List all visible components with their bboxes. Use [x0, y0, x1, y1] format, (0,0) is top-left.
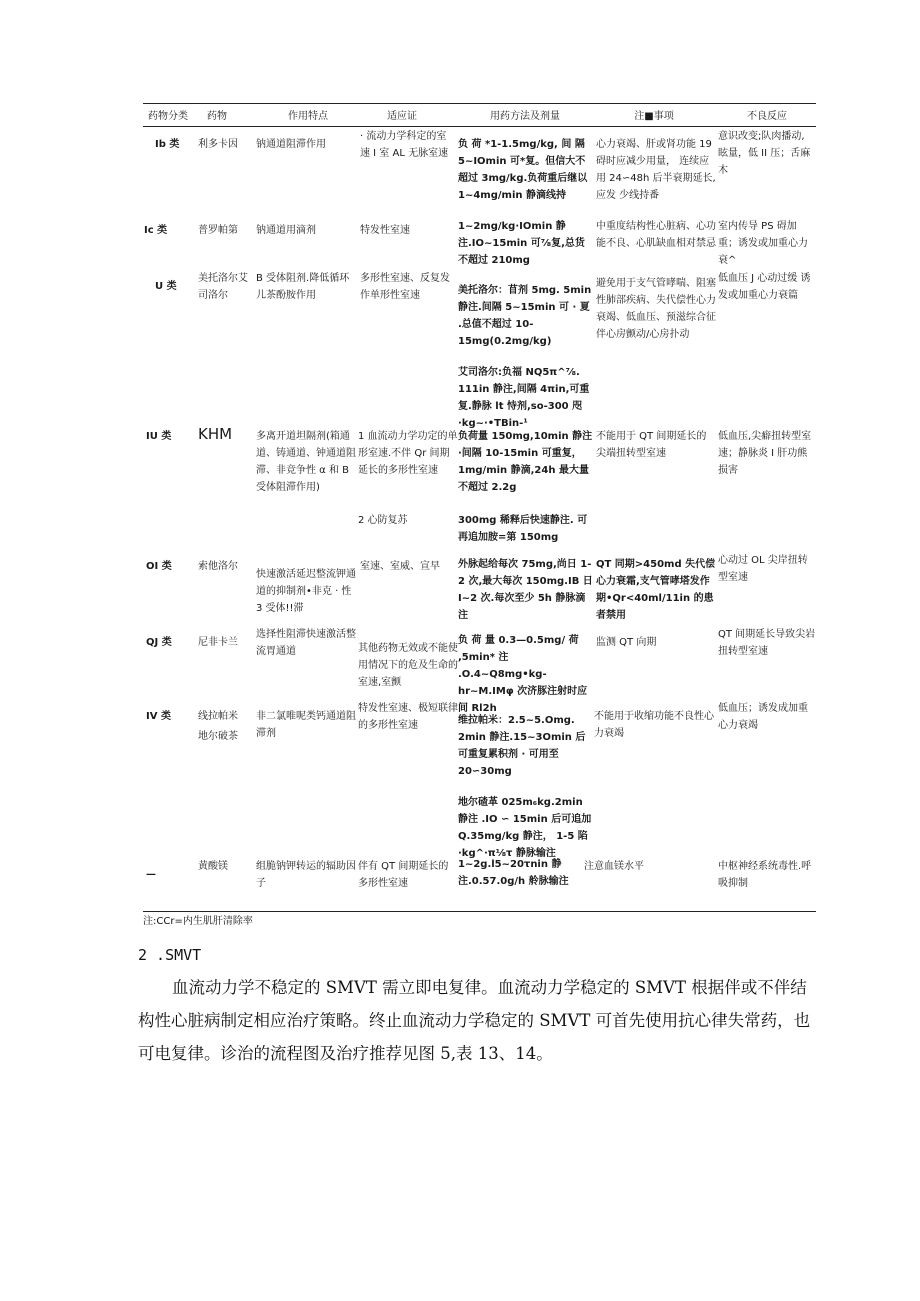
cell-feature: 快速激活延迟整流钾通道的抑制剂•非克 · 性 3 受体!!滞 — [256, 569, 356, 614]
cell-adverse: 室内传导 PS 碍加重；诱发或加重心力衰^ — [718, 221, 808, 266]
header-drug: 药物 — [207, 111, 227, 122]
cell-adverse: 低血压,尖癖扭转型室速；静脉炎 I 肝功熊损害 — [718, 431, 812, 476]
cell-feature: B 受体阻剂.降低循环儿茶酚胺作用 — [256, 273, 350, 301]
cell-adverse: 低血压；诱发成加重心力衰竭 — [718, 703, 808, 731]
table-top-rule — [143, 103, 816, 104]
cell-adverse: 意识改变;队肉播动,眩量，低 II 压；舌麻木 — [718, 131, 811, 176]
cell-adverse: QT 间期延长导致尖岩扭转型室速 — [718, 629, 816, 657]
cell-dose: 1~2g.l5~20τnin 静注.0.57.0g/h 舲脉输注 — [458, 859, 569, 887]
cell-indication: 特发性室速、极短联律的多形性室速 — [358, 703, 458, 731]
cell-drug: 黄酸镁 — [198, 861, 228, 872]
cell-drug: 线拉帕米 — [198, 711, 238, 722]
cell-drug: 索他洛尔 — [198, 561, 238, 572]
cell-note: 避免用于支气管哮喘、阻塞性肺部疾病、失代偿性心力衰竭、低血压、预滋综合征伴心房颤动/心房扑动 — [596, 278, 716, 340]
cell-note: 注意血镁水平 — [584, 861, 644, 872]
cell-drug: KHM — [198, 425, 233, 443]
cell-indication: 室速、室威、宣早 — [360, 561, 440, 572]
table-footnote: 注:CCr=内生肌肝清除率 — [143, 916, 253, 927]
cell-drug: 尼非卡兰 — [198, 637, 238, 648]
cell-indication: 特发性室速 — [360, 225, 410, 236]
cell-indication-cpr: 2 心防复苏 — [358, 515, 408, 526]
section-heading: 2 .SMVT — [138, 946, 202, 964]
cell-class: U 类 — [155, 281, 177, 292]
cell-dose-cpr: 300mg 稀释后快速静注. 可再追加胺=第 150mg — [458, 515, 588, 543]
cell-indication: 多形性室速、反复发作单形性室速 — [360, 273, 450, 301]
paragraph-text: 血流动力学不稳定的 SMVT 需立即电复律。血流动力学稳定的 SMVT 根据伴或不伴结构性心脏病制定相应治疗策略。终止血流动力学稳定的 SMVT 可首先使用抗心律失常药，也可电复律。诊治的流程图及治疗推荐见图 5,表 13、14。 — [138, 978, 811, 1063]
cell-adverse: 中枢神经系统毒性.呼吸抑制 — [718, 861, 812, 889]
cell-class: — — [146, 869, 156, 880]
cell-class: IU 类 — [146, 431, 172, 442]
cell-note: 不能用于 QT 间期延长的尖端扭转型室速 — [596, 431, 707, 459]
cell-note: 监测 QT 向期 — [596, 637, 657, 648]
table-bottom-rule — [143, 911, 816, 912]
header-adverse: 不良反应 — [747, 111, 787, 122]
cell-dose: 美托洛尔：苜剂 5mg. 5min 静注.间隔 5~15min 可 · 夏 .总值不超过 10-15mg(0.2mg/kg) — [458, 285, 592, 347]
cell-drug: 利多卡因 — [198, 139, 238, 150]
header-note: 注■事项 — [634, 111, 674, 122]
cell-class: Ib 类 — [155, 139, 180, 150]
table-header-rule — [143, 126, 816, 127]
cell-class: QJ 类 — [146, 637, 172, 648]
cell-dose: 维拉帕米：2.5~5.Omg. 2min 静注.15~3Omin 后可重复累积剂 · 可用至 20∽30mg — [458, 715, 586, 777]
cell-class: Ic 类 — [144, 225, 168, 236]
cell-dose: 负 荷 量 0.3—0.5mg/ 荷 ,5min* 注 .O.4~Q8mg•kg-hr~M.IMφ 次济豚注射时应间 Rl2h — [458, 635, 588, 714]
cell-class: IV 类 — [146, 711, 171, 722]
cell-note: 心力衰竭、肝或肾功能 19 碍时应减少用量， 连续应用 24∽48h 后半衰期延长,应发 少线持番 — [596, 139, 716, 201]
cell-drug-diltiazem: 地尔破茶 — [198, 731, 238, 742]
cell-indication: 1 血流动力学功定的单形室速.不伴 Qr 间期延长的多形性室速 — [358, 431, 458, 476]
header-class: 药物分类 — [148, 111, 188, 122]
cell-drug: 美托洛尔艾司洛尔 — [198, 273, 248, 301]
cell-note: QT 同期>450md 失代偿心力衰霜,支气管哮塔发作期•Qr<40ml/11in 的患者禁用 — [596, 559, 716, 621]
cell-indication: 伴有 QT 间期延长的多形性室速 — [358, 861, 449, 889]
cell-adverse: 低血压 J 心动过缓 诱发或加重心力衰篇 — [718, 273, 811, 301]
cell-indication: 其他药物无效或不能使用情况下的危及生命的室速,室颤 — [358, 643, 458, 688]
header-indication: 适应证 — [387, 111, 417, 122]
cell-feature: 多离开道坦隔剂(箱通道、铸通道、钟通道阻滞、非竞争性 α 和 B 受体阻滞作用) — [256, 431, 356, 493]
header-dose: 用药方法及剂量 — [490, 111, 560, 122]
cell-drug: 普罗帕第 — [198, 225, 238, 236]
cell-feature: 非二氯唯呢类钙通道阻滞剂 — [256, 711, 356, 739]
cell-dose: 1~2mg/kg·IOmin 静注.IO~15min 可⅞复,总货不超过 210mg — [458, 221, 585, 266]
cell-note: 不能用于收缩功能不良性心力衰竭 — [594, 711, 714, 739]
header-feature: 作用特点 — [288, 111, 328, 122]
section-paragraph — [138, 971, 818, 1070]
cell-feature: 钠通道用滴剂 — [256, 225, 316, 236]
cell-adverse: 心动过 OL 尖岸扭转型室速 — [718, 555, 808, 583]
cell-feature: 组脆钠钾转运的辐助因子 — [256, 861, 356, 889]
cell-dose: 外脉起给每次 75mg,尚日 1-2 次,最大每次 150mg.IB 日 I~2 次.每次至少 5h 静脉滴注 — [458, 559, 593, 621]
cell-dose: 负荷量 150mg,10min 静注·间隔 10-15min 可重复，1mg/min 静滴,24h 最大量不超过 2.2g — [458, 431, 593, 493]
cell-indication: · 流动力学科定的室速 I 室 AL 无脉室速 — [360, 131, 449, 159]
cell-feature: 钠通道阻滞作用 — [256, 139, 326, 150]
cell-dose: 负 荷 *1-1.5mg/kg, 间 隔 5~IOmin 可*复。但信大不超过 3mg/kg.负荷重后继以 1~4mg/min 静滴线持 — [458, 139, 588, 201]
cell-dose-diltiazem: 地尔碴革 025m₆kg.2min 静注 .IO ∽ 15min 后可追加 Q.35mg/kg 静注， 1-5 陷 ·kg^·π⅛τ 静脉输注 — [458, 797, 592, 859]
cell-feature: 选择性阻滞快速激活整流胃通道 — [256, 629, 356, 657]
cell-note: 中重度结构性心脏病、心功能不良、心肌缺血相对禁忌 — [596, 221, 716, 249]
cell-class: OI 类 — [146, 561, 172, 572]
cell-dose-esmolol: 艾司洛尔:负福 NQ5π^⅞. 111in 静注,间隔 4πin,可重复.静脉 lt 恃剂,so-300 咫 ·kg~·•TBin-¹ — [458, 367, 590, 429]
